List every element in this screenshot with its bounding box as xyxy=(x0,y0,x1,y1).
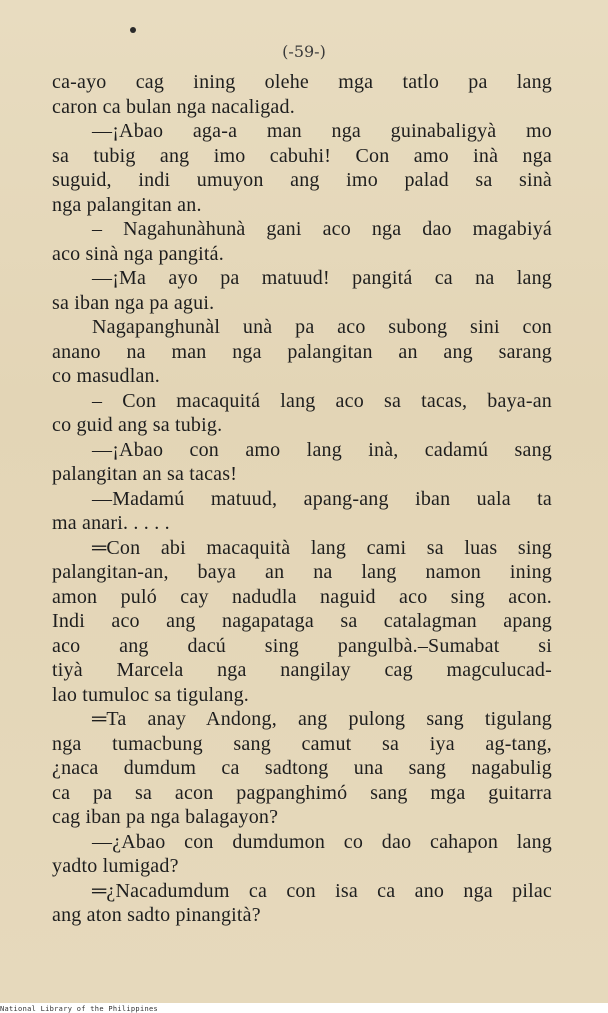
text-line: sa tubig ang imo cabuhi! Con amo inà nga xyxy=(52,144,552,167)
text-line: Indi aco ang nagapataga sa catalagman apang xyxy=(52,610,552,632)
text-line: ma anari. . . . . xyxy=(52,512,170,534)
text-line: co masudlan. xyxy=(52,365,160,387)
text-line: aco ang dacú sing pangulbà.–Sumabat si xyxy=(52,634,552,657)
text-line: ang aton sadto pinangità? xyxy=(52,904,261,926)
text-line: palangitan-an, baya an na lang namon ining xyxy=(52,561,552,583)
text-line: cag iban pa nga balagayon? xyxy=(52,806,279,828)
text-line: ca-ayo cag ining olehe mga tatlo pa lang xyxy=(52,71,552,93)
text-line: Nagapanghunàl unà pa aco subong sini con xyxy=(92,316,552,338)
text-line: ca pa sa acon pagpanghimó sang mga guitarra xyxy=(52,781,552,804)
text-line: —¡Ma ayo pa matuud! pangitá ca na lang xyxy=(92,267,552,289)
text-line: sa iban nga pa agui. xyxy=(52,291,215,314)
text-line: yadto lumigad? xyxy=(52,855,179,877)
ink-dot xyxy=(130,27,136,33)
text-line: anano na man nga palangitan an ang sarang xyxy=(52,340,552,363)
body-text xyxy=(52,70,552,928)
text-line: tiyà Marcela nga nangilay cag magculucad- xyxy=(52,659,552,681)
text-line: —¡Abao con amo lang inà, cadamú sang xyxy=(92,438,552,461)
text-line: —¿Abao con dumdumon co dao cahapon lang xyxy=(92,830,552,853)
page-number: (-59-) xyxy=(282,42,326,61)
footer-credit: National Library of the Philippines xyxy=(0,1005,159,1013)
text-line: caron ca bulan nga nacaligad. xyxy=(52,95,295,118)
text-line: – Nagahunàhunà gani aco nga dao magabiyá xyxy=(92,218,552,240)
text-line: —¡Abao aga-a man nga guinabaligyà mo xyxy=(92,120,552,142)
text-line: ¿naca dumdum ca sadtong una sang nagabulig xyxy=(52,757,552,779)
text-line: lao tumuloc sa tigulang. xyxy=(52,683,249,706)
text-line: ═Ta anay Andong, ang pulong sang tigulang xyxy=(92,708,552,730)
text-line: —Madamú matuud, apang-ang iban uala ta xyxy=(92,487,552,510)
text-line: co guid ang sa tubig. xyxy=(52,414,223,436)
text-line: amon puló cay nadudla naguid aco sing acon. xyxy=(52,585,552,608)
text-line: ═¿Nacadumdum ca con isa ca ano nga pilac xyxy=(92,879,552,902)
text-line: ═Con abi macaquità lang cami sa luas sing xyxy=(92,536,552,559)
text-line: nga tumacbung sang camut sa iya ag-tang, xyxy=(52,732,552,755)
text-line: – Con macaquitá lang aco sa tacas, baya-an xyxy=(92,389,552,412)
text-line: nga palangitan an. xyxy=(52,193,202,216)
text-line: suguid, indi umuyon ang imo palad sa sinà xyxy=(52,169,552,191)
text-line: palangitan an sa tacas! xyxy=(52,463,238,485)
text-line: aco sinà nga pangitá. xyxy=(52,242,224,265)
